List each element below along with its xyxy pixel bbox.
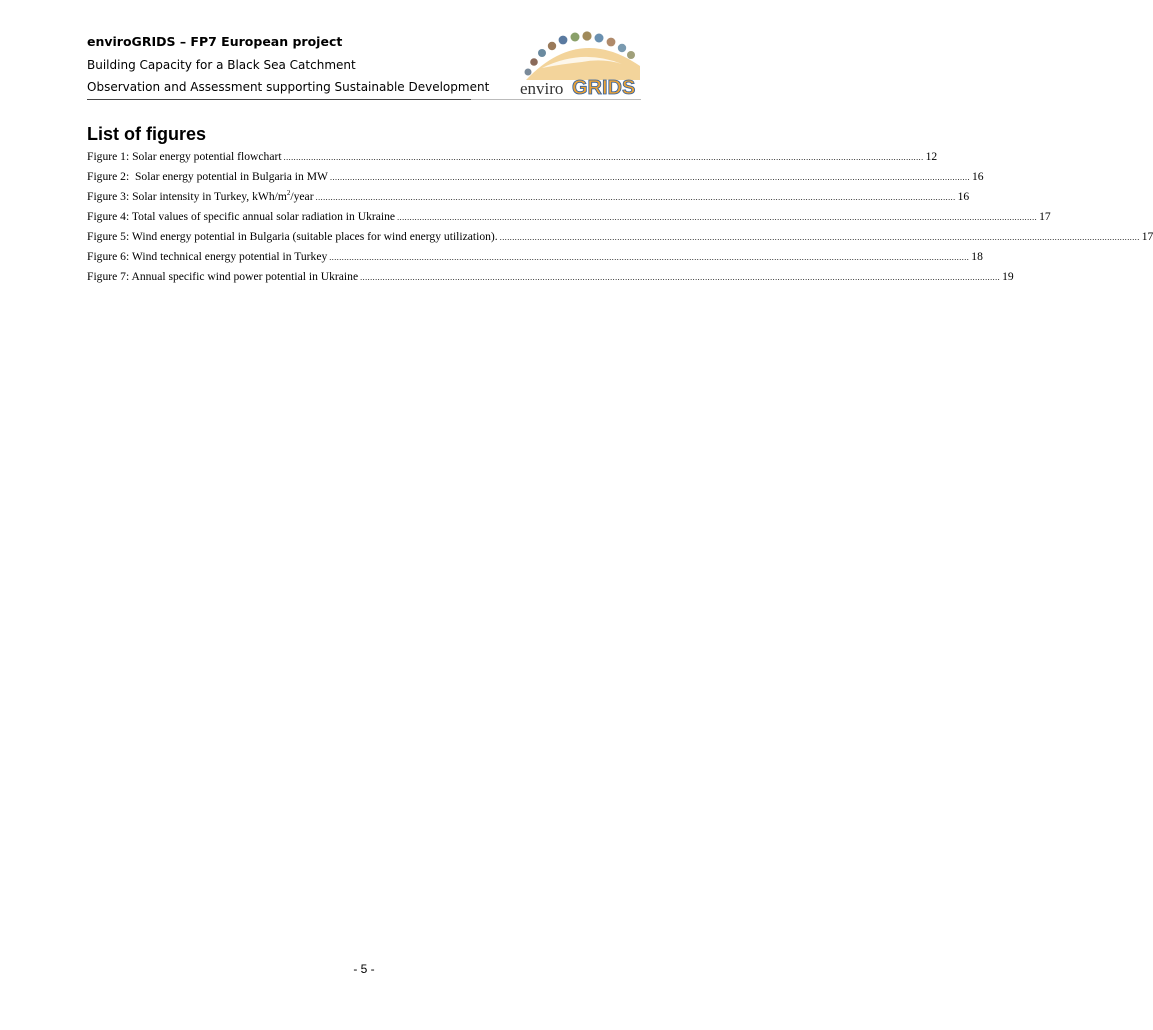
toc-entry-page: 16 <box>957 190 970 203</box>
toc-entry-page: 19 <box>1002 270 1014 283</box>
toc-leader-dots: ................................................................................................................................................................................................................................................................ <box>329 173 970 182</box>
toc-entry-label: Figure 4: Total values of specific annual solar radiation in Ukraine <box>87 210 396 223</box>
toc-entry-page: 17 <box>1039 210 1051 223</box>
toc-entry[interactable] <box>87 229 1153 245</box>
toc-entry[interactable] <box>87 269 1014 285</box>
toc-leader-dots: ................................................................................................................................................................................................................................................................ <box>360 273 1001 282</box>
toc-entry[interactable] <box>87 249 983 265</box>
toc-entry[interactable] <box>87 209 1051 225</box>
logo-prefix: enviro <box>520 79 564 98</box>
envirogrids-logo <box>512 28 646 100</box>
toc-entry-label: Figure 6: Wind technical energy potential in Turkey <box>87 250 328 263</box>
toc-entry-label: Figure 1: Solar energy potential flowchart <box>87 150 282 163</box>
toc-entry[interactable] <box>87 169 984 185</box>
logo-suffix: GRIDS <box>572 77 636 99</box>
project-title: enviroGRIDS – FP7 European project <box>87 34 343 49</box>
toc-entry-label: Figure 5: Wind energy potential in Bulgaria (suitable places for wind energy utilization). <box>87 230 498 243</box>
toc-entry[interactable] <box>87 189 970 205</box>
toc-leader-dots: ................................................................................................................................................................................................................................................................ <box>397 213 1038 222</box>
toc-entry-page: 18 <box>971 250 983 263</box>
toc-entry-page: 16 <box>971 170 984 183</box>
header-divider <box>87 99 471 100</box>
toc-entry-label: Figure 2: Solar energy potential in Bulgaria in MW <box>87 170 328 183</box>
project-subtitle-1: Building Capacity for a Black Sea Catchment <box>87 58 356 72</box>
toc-entry-page: 17 <box>1141 230 1153 243</box>
toc-entry-label: Figure 7: Annual specific wind power potential in Ukraine <box>87 270 359 283</box>
toc-leader-dots: ................................................................................................................................................................................................................................................................ <box>499 233 1140 242</box>
toc-entry-label: Figure 3: Solar intensity in Turkey, kWh/$m^2$/year <box>87 189 314 203</box>
project-subtitle-2: Observation and Assessment supporting Sustainable Development <box>87 80 490 94</box>
toc-leader-dots: ................................................................................................................................................................................................................................................................ <box>329 253 970 262</box>
toc-entry[interactable] <box>87 149 938 165</box>
toc-entry-page: 12 <box>925 150 938 163</box>
list-of-figures-heading: List of figures <box>87 124 207 144</box>
toc-leader-dots: ................................................................................................................................................................................................................................................................ <box>283 153 924 162</box>
page-number: - 5 - <box>353 962 375 976</box>
toc-leader-dots: ................................................................................................................................................................................................................................................................ <box>315 193 956 202</box>
